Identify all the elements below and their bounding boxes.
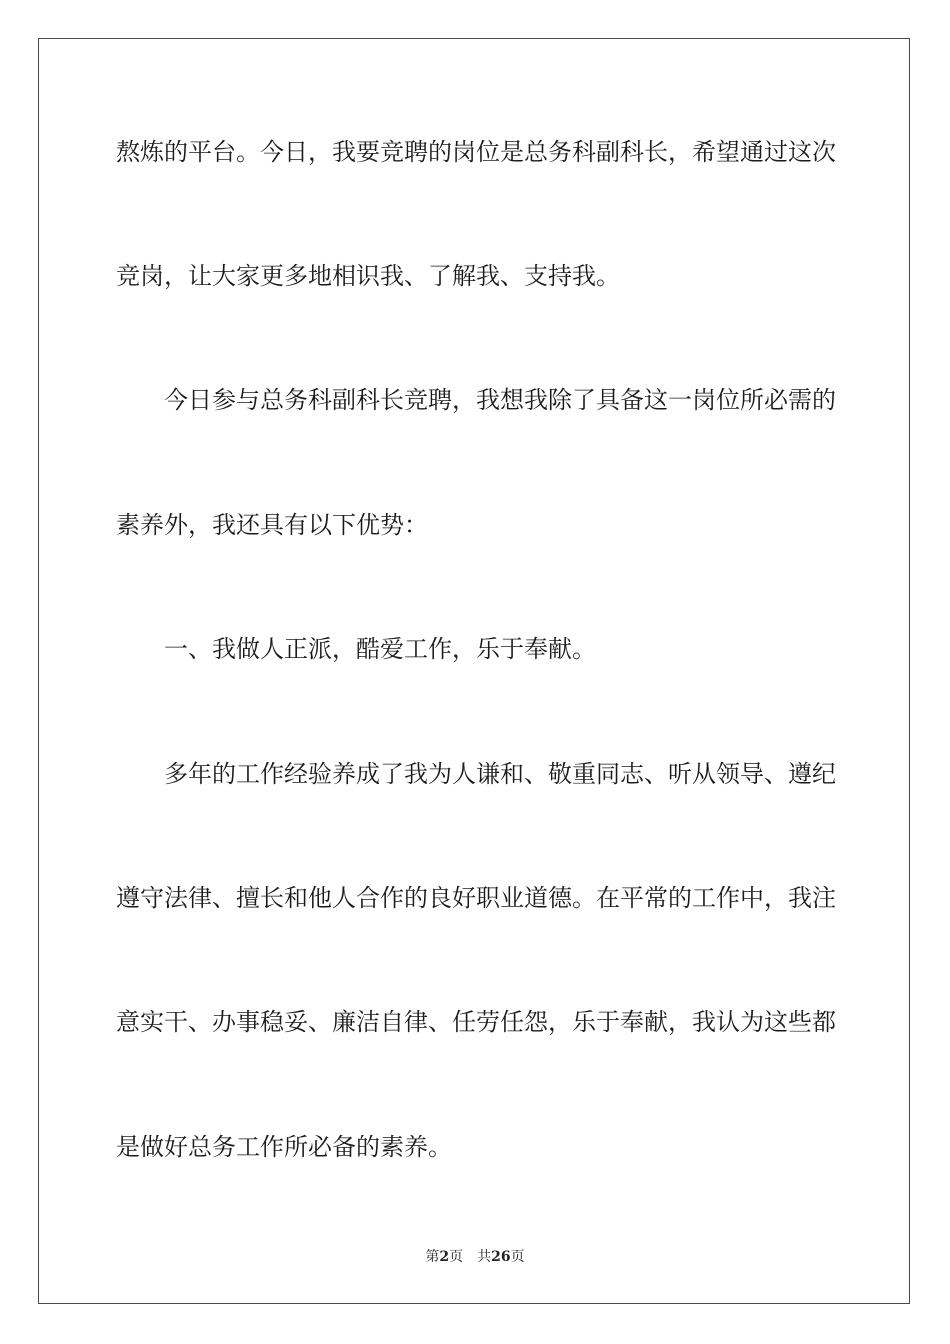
page-number: 2 — [439, 1249, 450, 1265]
page-border — [38, 38, 910, 1304]
body-line-5: 一、我做人正派，酷爱工作，乐于奉献。 — [164, 635, 596, 663]
page-footer — [0, 1248, 950, 1266]
page-suffix: 页 — [449, 1249, 464, 1265]
total-suffix: 页 — [510, 1249, 525, 1265]
body-line-9: 是做好总务工作所必备的素养。 — [116, 1133, 452, 1161]
body-line-1: 熬炼的平台。今日，我要竞聘的岗位是总务科副科长，希望通过这次 — [116, 138, 836, 166]
total-prefix: 共 — [477, 1249, 492, 1265]
page-prefix: 第 — [425, 1249, 440, 1265]
body-line-2: 竞岗，让大家更多地相识我、了解我、支持我。 — [116, 262, 620, 290]
body-line-6: 多年的工作经验养成了我为人谦和、敬重同志、听从领导、遵纪 — [164, 760, 836, 788]
body-line-3: 今日参与总务科副科长竞聘，我想我除了具备这一岗位所必需的 — [164, 386, 836, 414]
body-line-7: 遵守法律、擅长和他人合作的良好职业道德。在平常的工作中，我注 — [116, 884, 836, 912]
body-line-4: 素养外，我还具有以下优势： — [116, 511, 428, 539]
body-line-8: 意实干、办事稳妥、廉洁自律、任劳任怨，乐于奉献，我认为这些都 — [116, 1008, 836, 1036]
total-pages: 26 — [491, 1249, 511, 1265]
